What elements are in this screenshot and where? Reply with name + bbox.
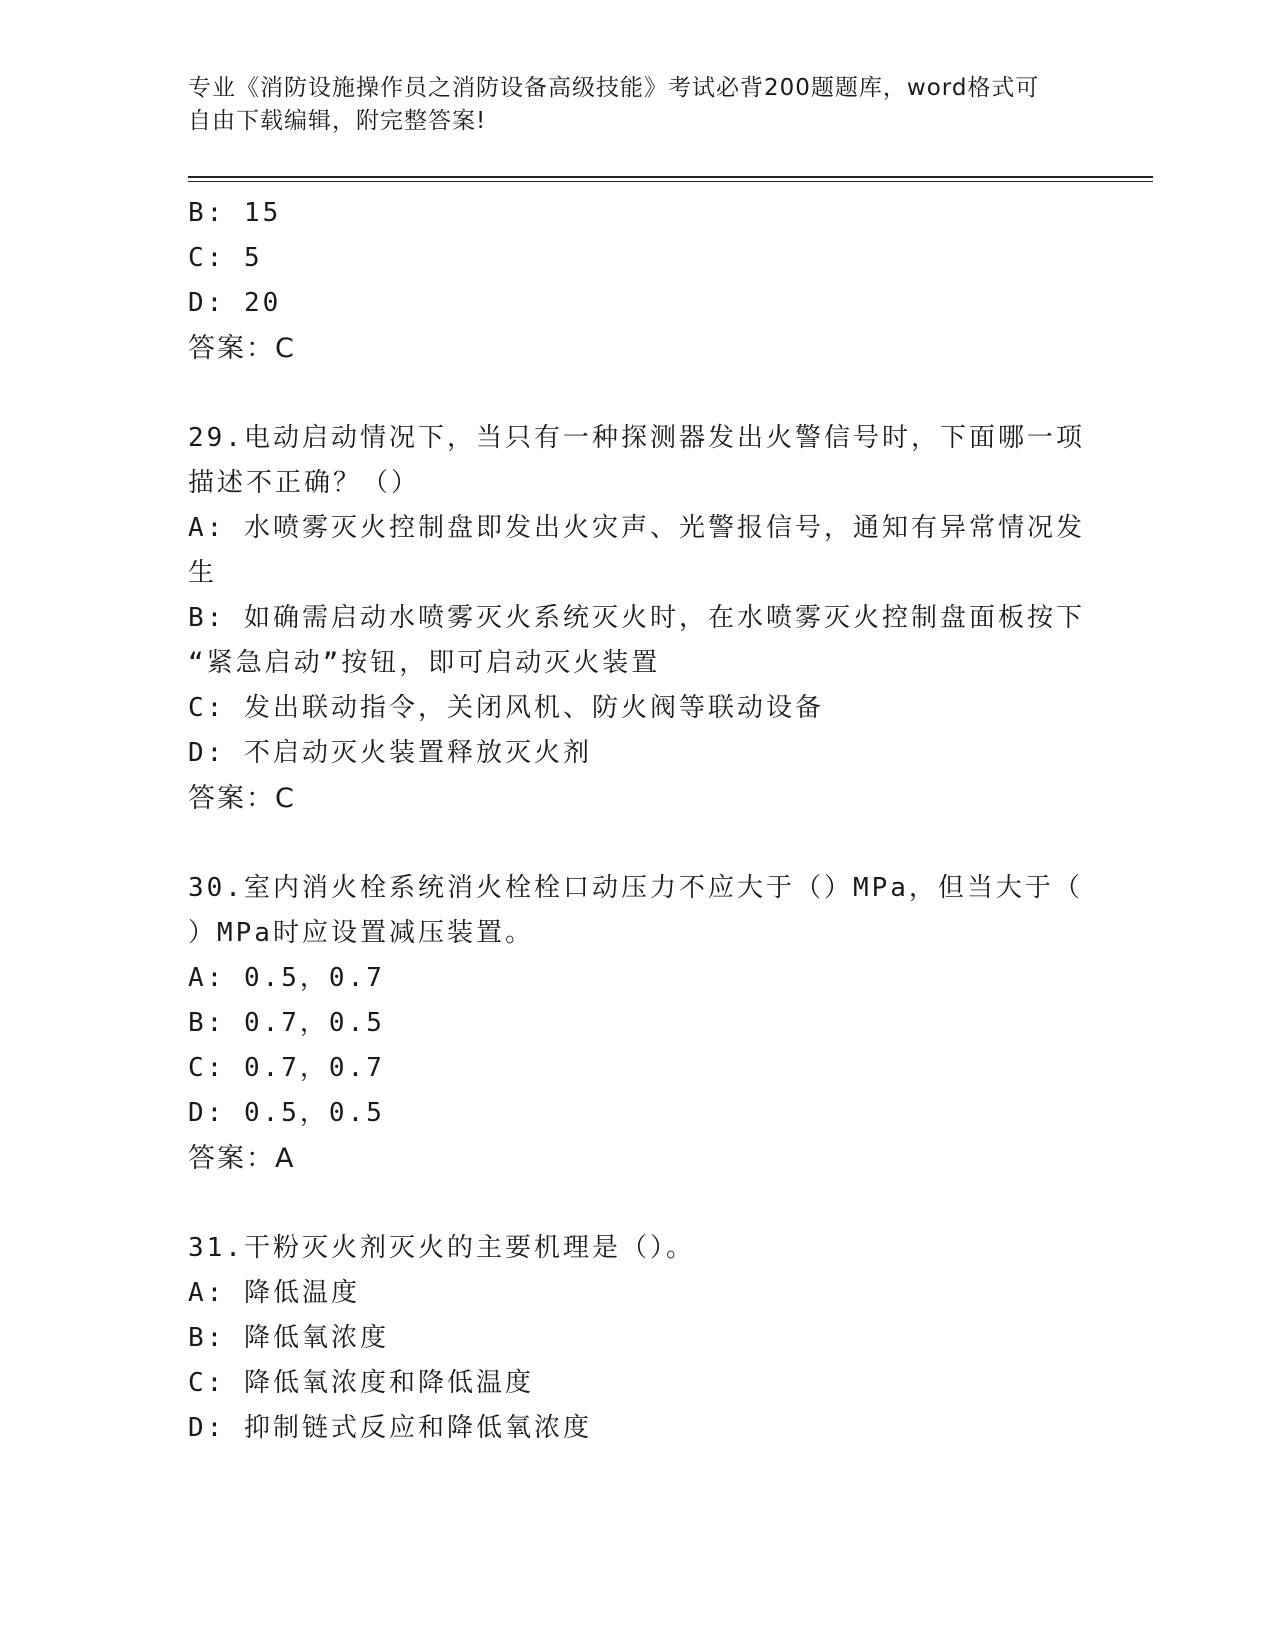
- spacer: [188, 1181, 1088, 1226]
- q30-stem-line-1: 30.室内消火栓系统消火栓栓口动压力不应大于（）MPa，但当大于（: [188, 873, 1083, 903]
- q30-option-c: C: 0.7，0.7: [188, 1053, 385, 1083]
- q31-option-b: B: 降低氧浓度: [188, 1323, 389, 1353]
- q31-option-d: D: 抑制链式反应和降低氧浓度: [188, 1413, 592, 1443]
- header-title-line-1: 专业《消防设施操作员之消防设备高级技能》考试必背200题题库，word格式可: [188, 75, 1040, 101]
- document-header: [188, 72, 1088, 138]
- q30-option-b: B: 0.7，0.5: [188, 1008, 385, 1038]
- question-29: [188, 416, 1088, 821]
- q29-stem-line-1: 29.电动启动情况下，当只有一种探测器发出火警信号时，下面哪一项: [188, 423, 1085, 453]
- question-30: [188, 866, 1088, 1181]
- q31-option-c: C: 降低氧浓度和降低温度: [188, 1368, 534, 1398]
- q29-answer: 答案：C: [188, 783, 296, 814]
- q31-stem: 31.干粉灭火剂灭火的主要机理是（）。: [188, 1233, 695, 1263]
- q29-option-a-line-2: 生: [188, 558, 218, 588]
- spacer: [188, 821, 1088, 866]
- q30-answer: 答案：A: [188, 1143, 296, 1174]
- question-list: [188, 191, 1088, 1451]
- header-divider-thick: [188, 176, 1153, 178]
- question-31: [188, 1226, 1088, 1451]
- q30-stem-line-2: ）MPa时应设置减压装置。: [188, 918, 534, 948]
- q29-stem-line-2: 描述不正确？（）: [188, 468, 421, 498]
- q28-option-c: C: 5: [188, 243, 263, 273]
- q29-option-b-line-2: “紧急启动”按钮，即可启动灭火装置: [188, 648, 661, 678]
- q29-option-b-line-1: B: 如确需启动水喷雾灭火系统灭火时，在水喷雾灭火控制盘面板按下: [188, 603, 1085, 633]
- q29-option-d: D: 不启动灭火装置释放灭火剂: [188, 738, 592, 768]
- q28-answer: 答案：C: [188, 333, 296, 364]
- header-title-line-2: 自由下载编辑，附完整答案!: [188, 108, 487, 134]
- question-28: [188, 191, 1088, 371]
- q28-option-b: B: 15: [188, 198, 282, 228]
- q29-option-c: C: 发出联动指令，关闭风机、防火阀等联动设备: [188, 693, 824, 723]
- q28-option-d: D: 20: [188, 288, 282, 318]
- header-divider-thin: [188, 181, 1153, 182]
- q31-option-a: A: 降低温度: [188, 1278, 360, 1308]
- q29-option-a-line-1: A: 水喷雾灭火控制盘即发出火灾声、光警报信号，通知有异常情况发: [188, 513, 1085, 543]
- q30-option-d: D: 0.5，0.5: [188, 1098, 385, 1128]
- q30-option-a: A: 0.5，0.7: [188, 963, 385, 993]
- spacer: [188, 371, 1088, 416]
